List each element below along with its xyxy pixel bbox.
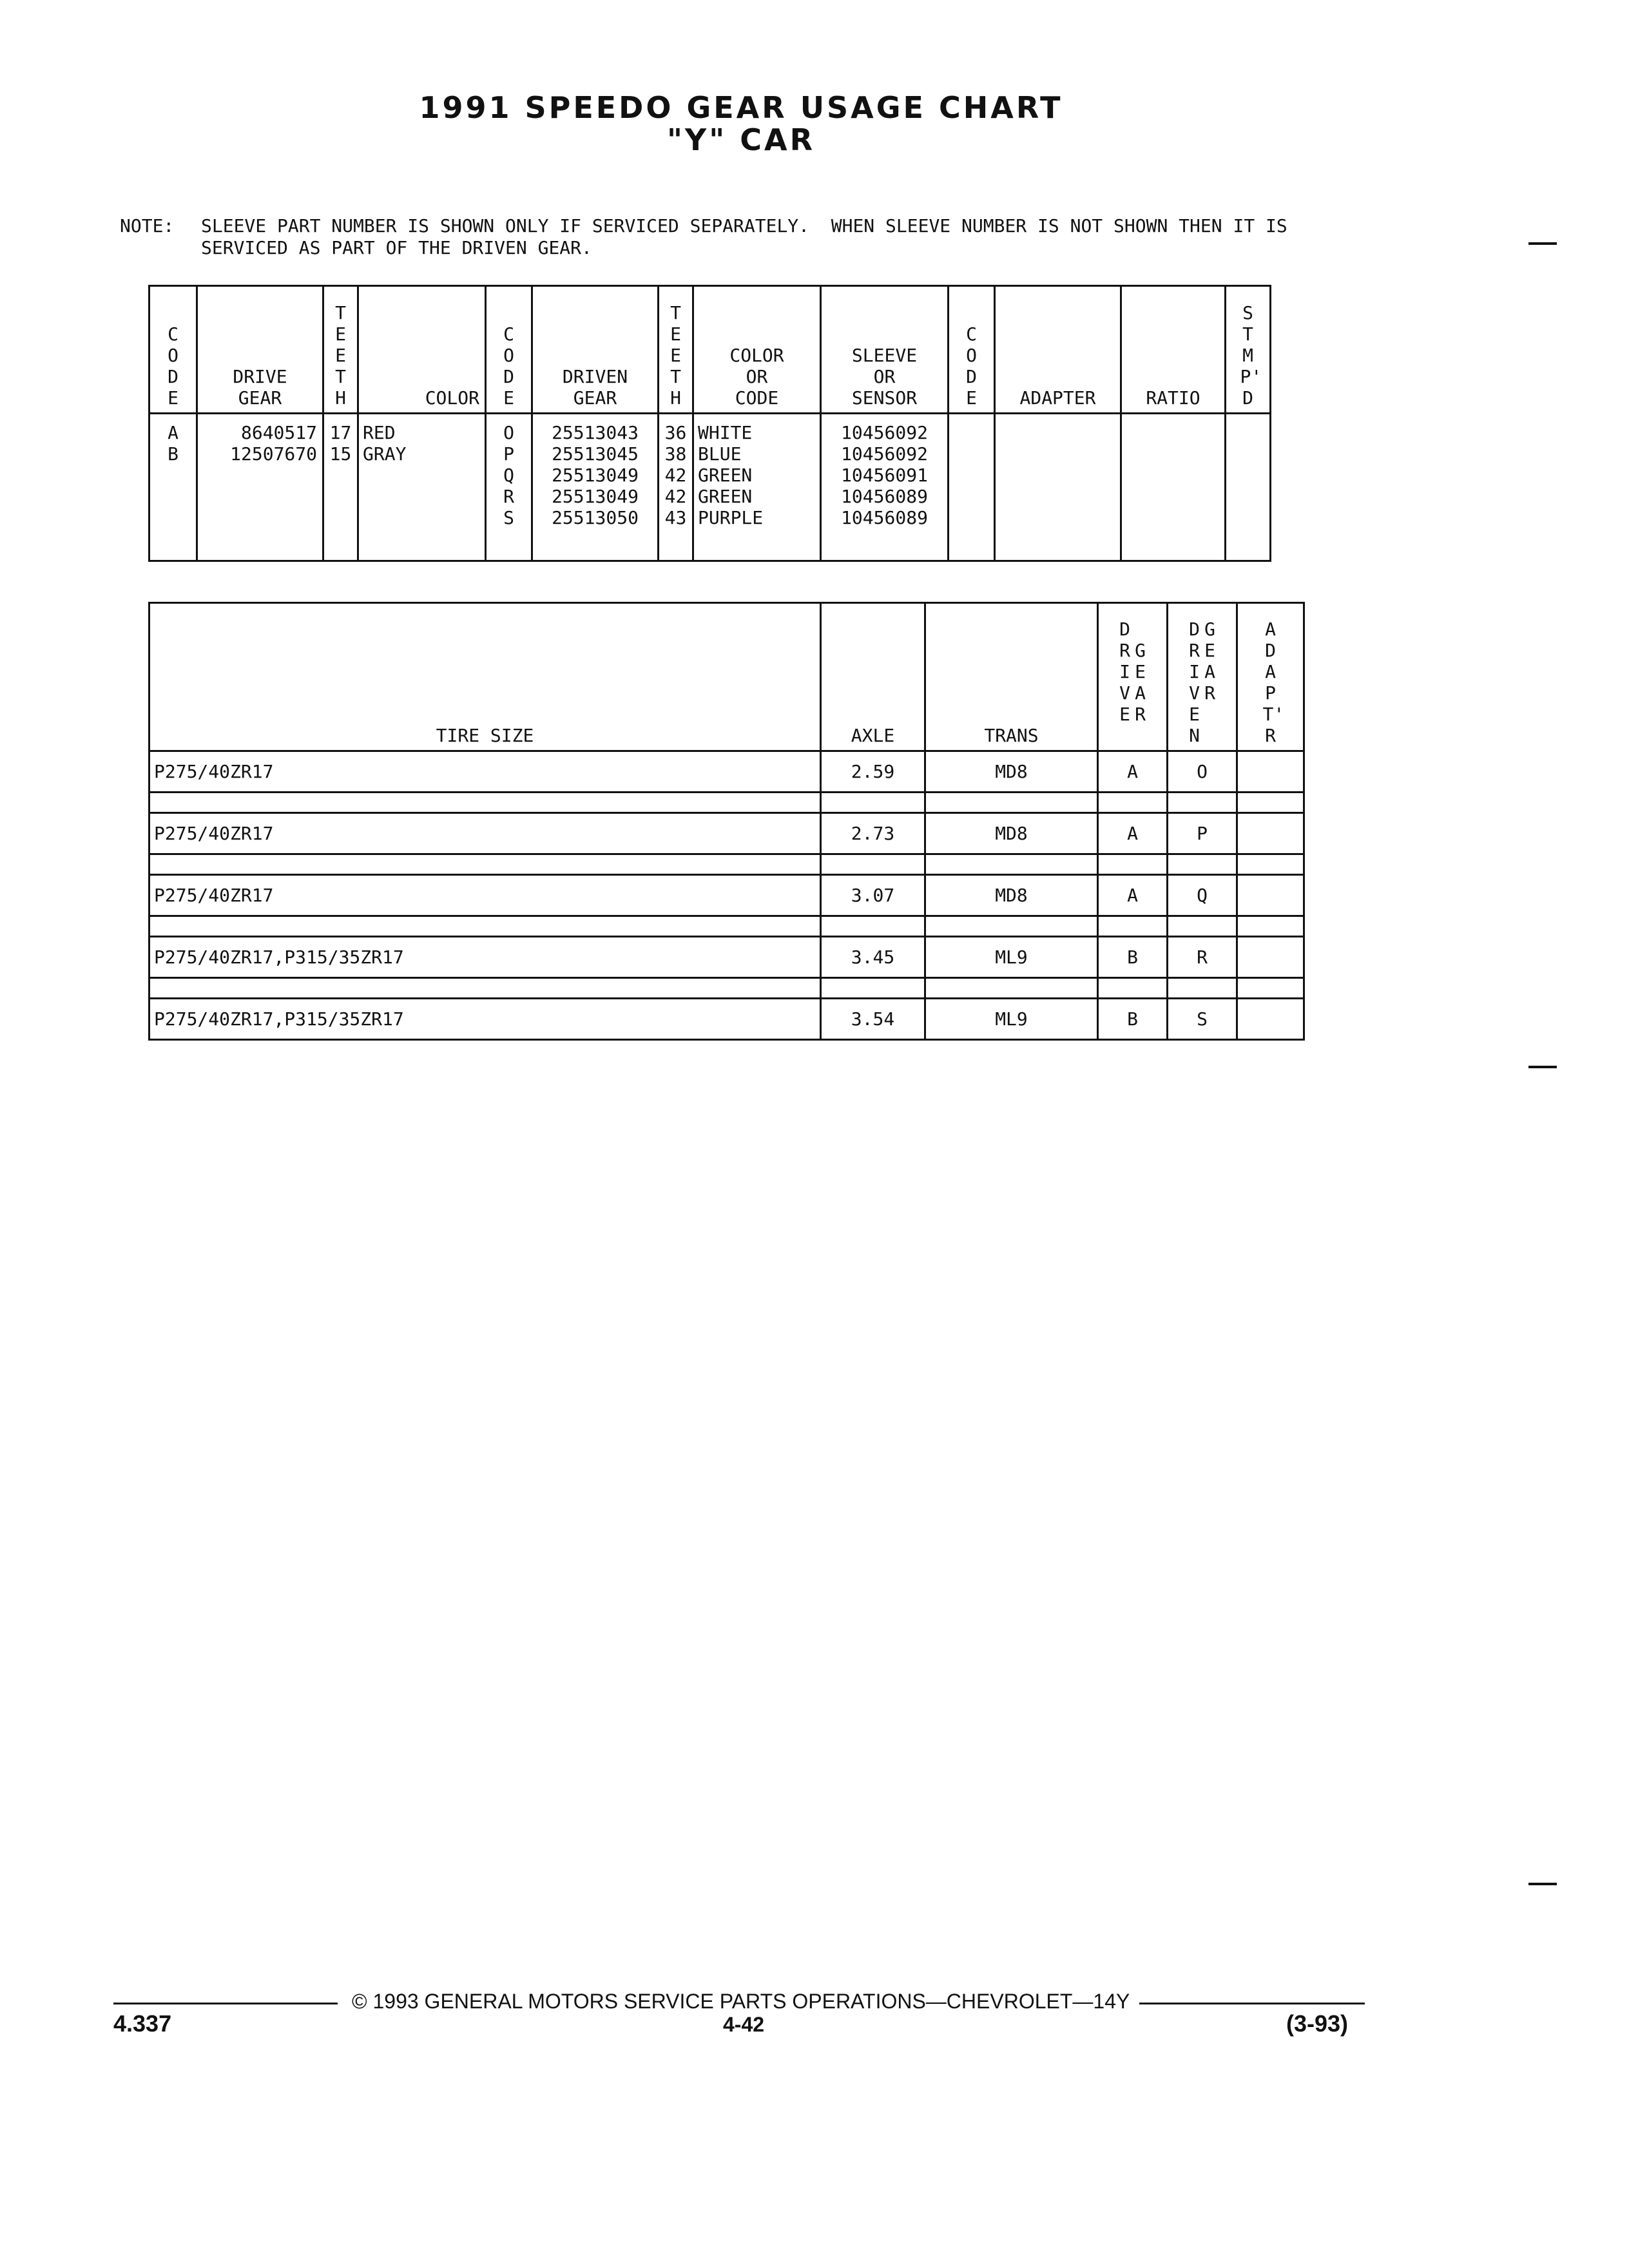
tire-size-cell: P275/40ZR17,P315/35ZR17 [149,999,821,1040]
drive-code-cell: A B [149,414,197,561]
sleeve-cell: 10456092 10456092 10456091 10456089 10456089 [821,414,949,561]
usage-table-body [149,751,1304,1040]
tire-size-cell: P275/40ZR17 [149,813,821,854]
axle-cell: 2.59 [821,751,925,793]
spacer-cell [1237,916,1304,937]
header-teeth-2: T E E T H [659,286,693,414]
spacer-cell [1098,978,1168,999]
header-teeth-1: T E E T H [323,286,358,414]
tire-size-cell: P275/40ZR17 [149,875,821,916]
spacer-cell [1098,916,1168,937]
spacer-cell [149,916,821,937]
header-color: COLOR [358,286,486,414]
driven-teeth-cell: 36 38 42 42 43 [659,414,693,561]
spacer-cell [821,854,925,875]
table-row [149,751,1304,793]
driven-gear-cell: P [1168,813,1237,854]
spacer-cell [149,793,821,813]
trans-cell: ML9 [925,999,1098,1040]
spacer-row [149,978,1304,999]
footer-page-code: 4.337 [113,2010,172,2037]
axle-cell: 3.54 [821,999,925,1040]
drive-gear-cell: B [1098,999,1168,1040]
header-adapter: ADAPTER [995,286,1121,414]
spacer-cell [821,978,925,999]
spacer-row [149,854,1304,875]
header-driven-gear-col: D R I V E N G E A R [1168,603,1237,751]
spacer-row [149,793,1304,813]
ratio-cell [1121,414,1226,561]
header-code-3: C O D E [949,286,995,414]
footer-rule-right [1139,2003,1365,2004]
spacer-cell [821,916,925,937]
spacer-cell [1098,793,1168,813]
table-row [149,937,1304,978]
trans-cell: ML9 [925,937,1098,978]
trans-cell: MD8 [925,813,1098,854]
axle-cell: 3.45 [821,937,925,978]
footer-rule-left [113,2003,338,2004]
header-color-or-code: COLOR OR CODE [693,286,821,414]
drive-gear-cell: A [1098,751,1168,793]
driven-gear-cell: R [1168,937,1237,978]
adapter-cell [1237,813,1304,854]
adapter-cell [1237,751,1304,793]
driven-gear-cell: O [1168,751,1237,793]
spacer-cell [925,916,1098,937]
spacer-cell [1237,978,1304,999]
note-line-2: SERVICED AS PART OF THE DRIVEN GEAR. [201,237,592,258]
header-drive-gear-col: D R I V E G E A R [1098,603,1168,751]
margin-mark [1528,242,1557,245]
footer-copyright: © 1993 GENERAL MOTORS SERVICE PARTS OPERATIONS—CHEVROLET—14Y [352,1990,1130,2013]
spacer-row [149,916,1304,937]
spacer-cell [1098,854,1168,875]
spacer-cell [1237,854,1304,875]
spacer-cell [925,793,1098,813]
header-trans: TRANS [925,603,1098,751]
drive-gear-cell: B [1098,937,1168,978]
spacer-cell [925,854,1098,875]
tire-size-cell: P275/40ZR17,P315/35ZR17 [149,937,821,978]
driven-gear-cell: S [1168,999,1237,1040]
spacer-cell [1237,793,1304,813]
header-code-1 [149,286,197,414]
note-label: NOTE: [120,215,175,236]
trans-cell: MD8 [925,875,1098,916]
adapter-cell [1237,875,1304,916]
driven-code-cell: O P Q R S [486,414,532,561]
trans-cell: MD8 [925,751,1098,793]
adapter-cell [995,414,1121,561]
usage-table [148,602,1305,1041]
drive-gear-cell: 8640517 12507670 [197,414,323,561]
axle-cell: 2.73 [821,813,925,854]
spacer-cell [1168,793,1237,813]
adapter-cell [1237,999,1304,1040]
spacer-cell [1168,916,1237,937]
header-axle: AXLE [821,603,925,751]
adapter-cell [1237,937,1304,978]
driven-gear-cell: 25513043 25513045 25513049 25513049 25513050 [532,414,659,561]
spacer-cell [925,978,1098,999]
footer-date-code: (3-93) [1286,2010,1349,2037]
footer-page-number: 4-42 [723,2013,765,2036]
note-line-1: SLEEVE PART NUMBER IS SHOWN ONLY IF SERVICED SEPARATELY. WHEN SLEEVE NUMBER IS NOT SHOWN THEN IT IS [201,215,1287,236]
drive-color-cell: RED GRAY [358,414,486,561]
spacer-cell [1168,978,1237,999]
header-code-2: C O D E [486,286,532,414]
table-row [149,813,1304,854]
margin-mark [1528,1066,1557,1068]
axle-cell: 3.07 [821,875,925,916]
header-ratio: RATIO [1121,286,1226,414]
driven-gear-cell: Q [1168,875,1237,916]
tire-size-cell: P275/40ZR17 [149,751,821,793]
stmpd-cell [1226,414,1271,561]
page-title: 1991 SPEEDO GEAR USAGE CHART [419,90,1063,125]
header-tire-size: TIRE SIZE [149,603,821,751]
table-row [149,875,1304,916]
header-stmpd: S T M P' D [1226,286,1271,414]
drive-teeth-cell: 17 15 [323,414,358,561]
gear-table [148,285,1271,562]
spacer-cell [149,854,821,875]
drive-gear-cell: A [1098,875,1168,916]
code-3-cell [949,414,995,561]
spacer-cell [149,978,821,999]
table-row [149,999,1304,1040]
header-adapter-col: A D A P T' R [1237,603,1304,751]
spacer-cell [821,793,925,813]
spacer-cell [1168,854,1237,875]
drive-gear-cell: A [1098,813,1168,854]
header-drive-gear: DRIVE GEAR [197,286,323,414]
header-code-1-letters: C O D E [168,323,178,408]
driven-color-cell: WHITE BLUE GREEN GREEN PURPLE [693,414,821,561]
header-driven-gear: DRIVEN GEAR [532,286,659,414]
page-subtitle: "Y" CAR [666,122,816,157]
header-sleeve-or-sensor: SLEEVE OR SENSOR [821,286,949,414]
margin-mark [1528,1883,1557,1885]
